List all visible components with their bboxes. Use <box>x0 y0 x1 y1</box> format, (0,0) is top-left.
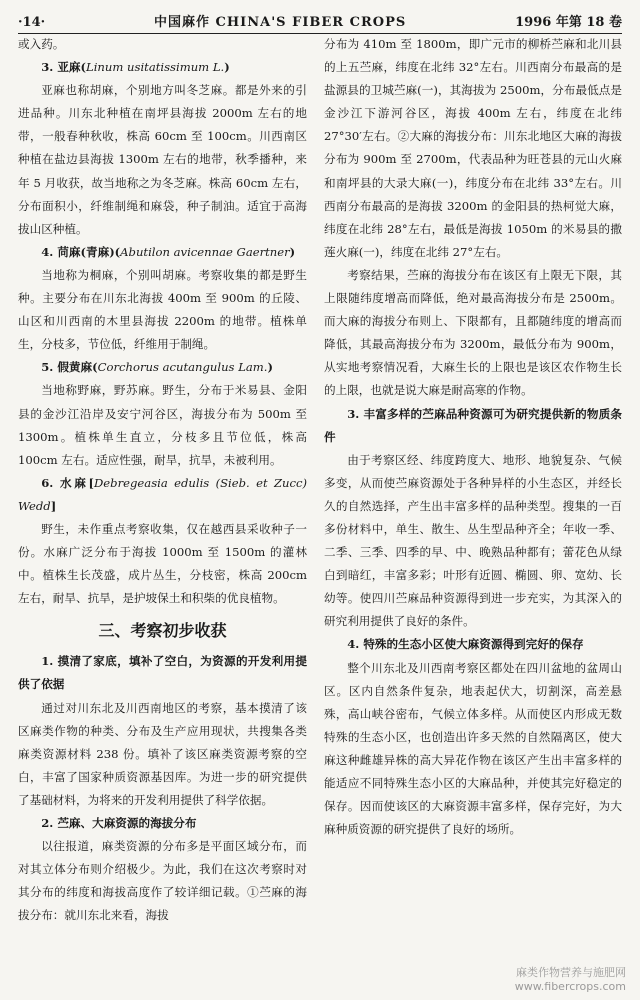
latin-name: Abutilon avicennae Gaertner <box>120 244 290 259</box>
subheading: 4. 特殊的生态小区使大麻资源得到完好的保存 <box>347 637 584 652</box>
watermark <box>515 966 626 994</box>
paragraph: 由于考察区经、纬度跨度大、地形、地貌复杂、气候多变，从而使苎麻资源处于各种异样的小生态区，并经长久的自然选择，产生出丰富多样的品种类型。搜集的一百多份材料中，单生、散生、丛生型品种齐全；年收一季、二季、三季、四季的早、中、晚熟品种都有；蕾花色从绿白到暗红，丰富多彩；叶形有近圆、椭圆、卵、宽幼、长幼等。使四川苎麻品种资源得到进一步充实，为其深入的研究利用提供了良好的条件。 <box>324 452 622 629</box>
subheading: 2. 苎麻、大麻资源的海拔分布 <box>41 816 197 830</box>
subheading: 3. 丰富多样的苎麻品种资源可为研究提供新的物质条件 <box>324 406 622 444</box>
subheading: 1. 摸清了家底，填补了空白，为资源的开发利用提供了依据 <box>18 654 307 692</box>
paragraph: 以往报道，麻类资源的分布多是平面区域分布，而对其立体分布则介绍极少。为此，我们在这次考察时对其分布的纬度和海拔高度作了较详细记载。①苎麻的海拔分布：就川东北来看，海拔 <box>18 839 307 923</box>
section-heading: 三、考察初步收获 <box>98 621 227 641</box>
issue-label: 1996 年第 18 卷 <box>515 15 622 30</box>
paragraph: 野生，未作重点考察收集，仅在越西县采收种子一份。水麻广泛分布于海拔 1000m 至 1500m 的灌林中。植株生长茂盛，成片丛生，分枝密，株高 200cm 左右，耐旱、抗旱，是护坡保土和积柴的优良植物。 <box>18 521 307 606</box>
right-column <box>324 33 622 841</box>
latin-name: Debregeasia edulis (Sieb. et Zucc) Wedd <box>18 475 307 513</box>
subheading-abutilon: 4. 苘麻(青麻)(Abutilon avicennae Gaertner) <box>41 244 296 259</box>
paragraph: 亚麻也称胡麻，个别地方叫冬芝麻。都是外来的引进品种。川东北种植在南坪县海拔 2000m 左右的地带，一般春种秋收，株高 60cm 至 100cm。川西南区种植在盐边县海拔 1300m 左右的地带，秋季播种，来年 5 月收获，故当地称之为冬芝麻。株高 60cm 左右，分布面积小，纤维制绳和麻袋，种子制油。适宜于高海拔山区种植。 <box>18 83 307 236</box>
latin-name: Corchorus acutangulus Lam. <box>97 360 268 375</box>
paragraph: 整个川东北及川西南考察区都处在四川盆地的盆周山区。区内自然条件复杂，地表起伏大，切割深，高差悬殊，高山峡谷密布，气候立体多样。从而使区内形成无数特殊的生态小区，也创造出许多天然的自然隔离区，使大麻这种雌雄异株的高大异花作物在该区产生出丰富多样的能适应不同特殊生态小区的大麻品种，并使其完好稳定的保存。因而使该区的大麻资源丰富多样，保存完好，为大麻种质资源的研究提供了良好的场所。 <box>324 660 622 837</box>
watermark-line: 麻类作物营养与施肥网 <box>516 966 626 979</box>
watermark-url: www.fibercrops.com <box>514 980 626 993</box>
page-number: ·14· <box>18 15 46 30</box>
subheading-debregeasia: 6. 水麻[Debregeasia edulis (Sieb. et Zucc) Wedd] <box>18 475 307 513</box>
paragraph: 或入药。 <box>18 37 65 51</box>
left-column <box>18 33 307 927</box>
paragraph: 分布为 410m 至 1800m，即广元市的柳桥苎麻和北川县的上五苎麻，纬度在北纬 32°左右。川西南分布最高的是盐源县的卫城苎麻(一)，其海拔为 2500m，分布最低点是金沙江下游河谷区，海拔 400m 左右，纬度在北纬 27°30′左右。②大麻的海拔分布：川东北地区大麻的海拔分布为 900m 至 2700m，代表品种为旺苍县的元山火麻和南坪县的大录大麻(一)，纬度分布在北纬 33°左右。川西南分布最高的是海拔 3200m 的金阳县的热柯觉大麻，纬度在北纬 28°左右，最低是海拔 1050m 的米易县的撒莲火麻(一)，纬度在北纬 27°左右。 <box>324 37 622 259</box>
subheading-corchorus: 5. 假黄麻(Corchorus acutangulus Lam.) <box>41 360 273 375</box>
paragraph: 通过对川东北及川西南地区的考察，基本摸清了该区麻类作物的种类、分布及生产应用现状，共搜集各类麻类资源材料 238 份。填补了该区麻类资源考察的空白，丰富了国家种质资源基因库。为进一步的研究提供了基础材料，为将来的开发利用提供了科学依据。 <box>18 700 307 807</box>
subheading-flax: 3. 亚麻(Linum usitatissimum L.) <box>41 60 230 75</box>
journal-title: 中国麻作 CHINA'S FIBER CROPS <box>154 15 407 30</box>
paragraph: 考察结果，苎麻的海拔分布在该区有上限无下限，其上限随纬度增高而降低，绝对最高海拔分布是 2500m。而大麻的海拔分布则上、下限都有，且都随纬度的增高而降低，其最高海拔分布为 3200m，最低分布为 900m，从实地考察情况看，大麻生长的上限也是该区农作物生长的上限，也就是说大麻是耐高寒的作物。 <box>324 267 622 398</box>
latin-name: Linum usitatissimum L. <box>86 60 225 75</box>
running-header <box>18 4 622 34</box>
paragraph: 当地称野麻，野苏麻。野生，分布于米易县、金阳县的金沙江沿岸及安宁河谷区，海拔分布为 500m 至 1300m。植株单生直立，分枝多且节位低，株高 100cm 左右。适应性强，耐旱，抗旱，未被利用。 <box>18 383 307 467</box>
paragraph: 当地称为桐麻，个别叫胡麻。考察收集的都是野生种。主要分布在川东北海拔 400m 至 900m 的丘陵、山区和川西南的木里县海拔 2200m 的地带。植株单生，分枝多，节位低，纤维用于制绳。 <box>18 267 307 352</box>
